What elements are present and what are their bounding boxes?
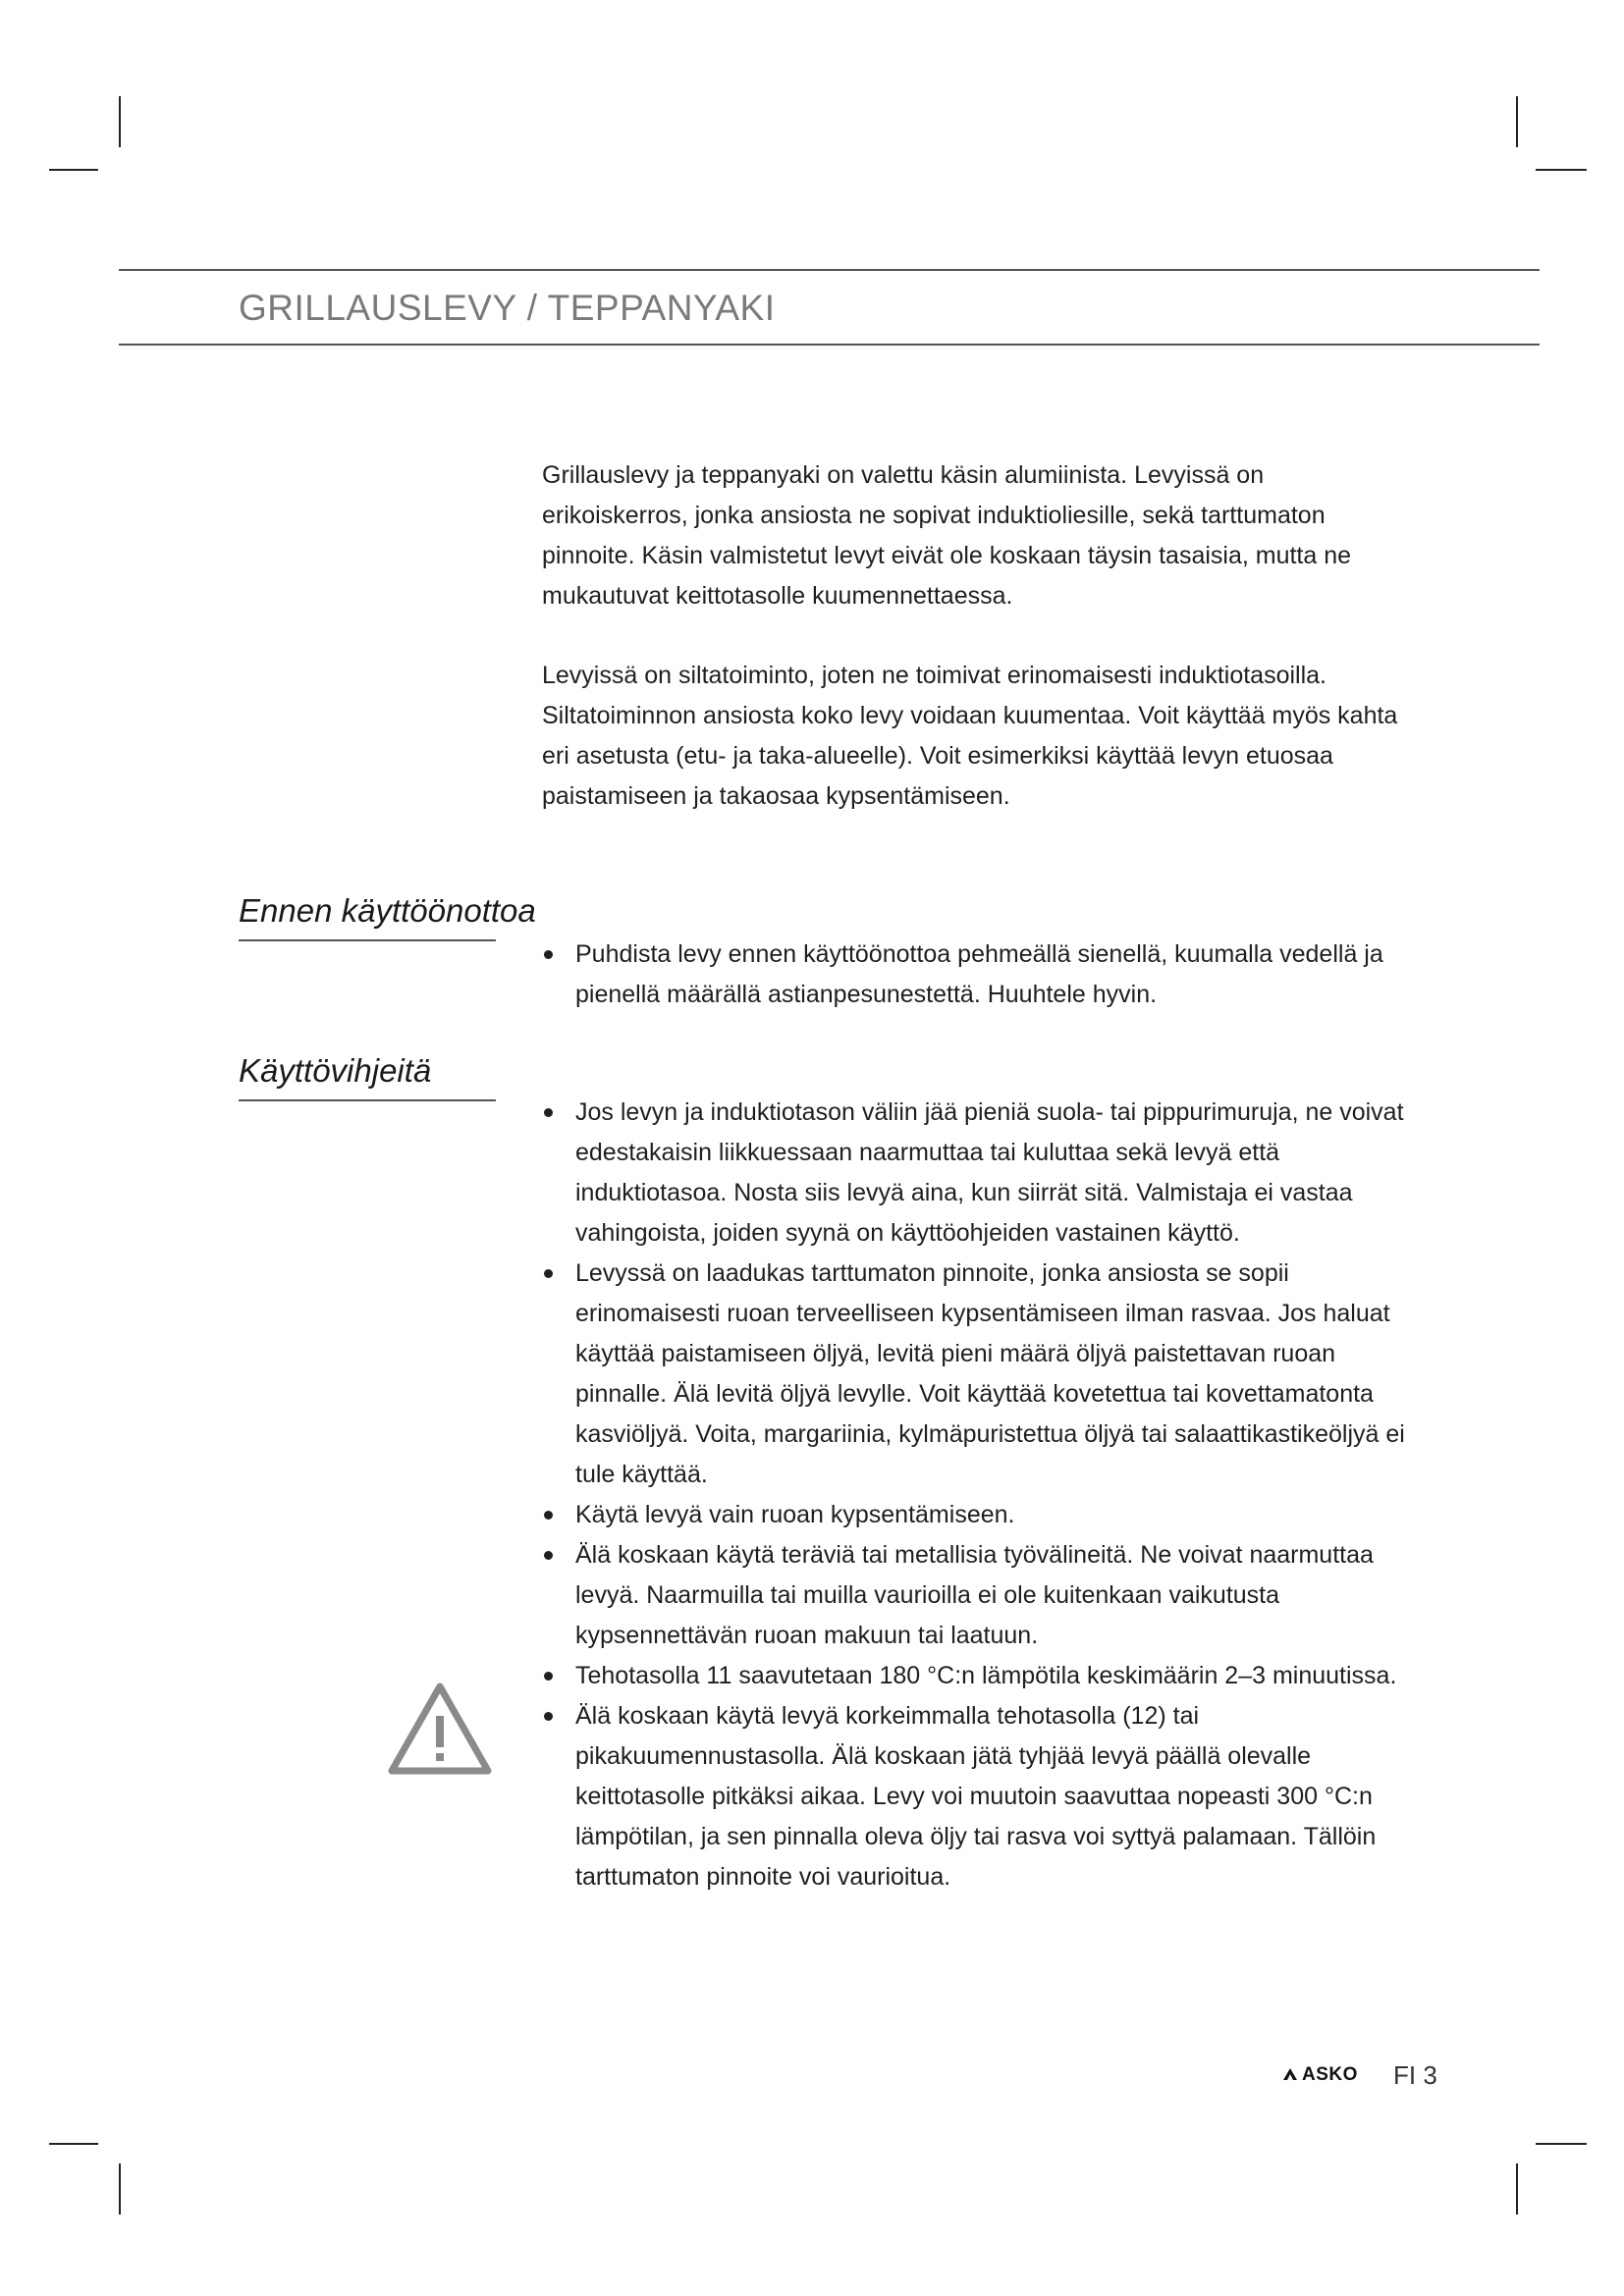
header-top-rule <box>119 269 1540 271</box>
crop-mark <box>1536 169 1587 171</box>
crop-mark <box>49 2143 98 2145</box>
brand-name: ASKO <box>1302 2064 1358 2085</box>
section-heading-before-use: Ennen käyttöönottoa <box>239 891 496 941</box>
warning-triangle-icon <box>386 1681 494 1777</box>
list-item: Tehotasolla 11 saavutetaan 180 °C:n lämpötila keskimäärin 2–3 minuutissa. <box>542 1656 1406 1696</box>
crop-mark <box>1516 96 1518 147</box>
crop-mark <box>49 169 98 171</box>
before-use-list <box>542 934 1406 1015</box>
asko-logo-icon <box>1281 2066 1299 2082</box>
page-number: FI 3 <box>1393 2060 1437 2090</box>
intro-paragraph-2: Levyissä on siltatoiminto, joten ne toimivat erinomaisesti induktiotasoilla. Siltatoiminnon ansiosta koko levy voidaan kuumentaa. Voit käyttää myös kahta eri asetusta (etu- ja taka-alueelle). Voit esimerkiksi käyttää levyn etuosaa paistamiseen ja takaosaa kypsentämiseen. <box>542 662 1398 810</box>
list-item: Älä koskaan käytä teräviä tai metallisia työvälineitä. Ne voivat naarmuttaa levyä. Naarmuilla tai muilla vaurioilla ei ole kuitenkaan vaikutusta kypsennettävän ruoan makuun tai laatuun. <box>542 1535 1406 1656</box>
crop-mark <box>119 96 121 147</box>
header-bottom-rule <box>119 344 1540 346</box>
crop-mark <box>1536 2143 1587 2145</box>
intro-paragraph-1: Grillauslevy ja teppanyaki on valettu käsin alumiinista. Levyissä on erikoiskerros, jonka ansiosta ne sopivat induktioliesille, sekä tarttumaton pinnoite. Käsin valmistetut levyt eivät ole koskaan täysin tasaisia, mutta ne mukautuvat keittotasolle kuumennettaessa. <box>542 461 1352 610</box>
crop-mark <box>119 2163 121 2215</box>
brand-logo <box>1281 2064 1358 2086</box>
tips-list <box>542 1093 1406 1897</box>
page-title: GRILLAUSLEVY / TEPPANYAKI <box>239 288 776 328</box>
list-item: Levyssä on laadukas tarttumaton pinnoite, jonka ansiosta se sopii erinomaisesti ruoan terveelliseen kypsentämiseen ilman rasvaa. Jos haluat käyttää paistamiseen öljyä, levitä pieni määrä öljyä paistettavan ruoan pinnalle. Älä levitä öljyä levylle. Voit käyttää kovetettua tai kovettamatonta kasviöljyä. Voita, margariinia, kylmäpuristettua öljyä tai salaattikastikeöljyä ei tule käyttää. <box>542 1254 1406 1495</box>
section-heading-tips: Käyttövihjeitä <box>239 1051 496 1101</box>
list-item: Jos levyn ja induktiotason väliin jää pieniä suola- tai pippurimuruja, ne voivat edestakaisin liikkuessaan naarmuttaa tai kuluttaa sekä levyä että induktiotasoa. Nosta siis levyä aina, kun siirrät sitä. Valmistaja ei vastaa vahingoista, joiden syynä on käyttöohjeiden vastainen käyttö. <box>542 1093 1406 1254</box>
crop-mark <box>1516 2163 1518 2215</box>
list-item: Käytä levyä vain ruoan kypsentämiseen. <box>542 1495 1406 1535</box>
list-item: Puhdista levy ennen käyttöönottoa pehmeällä sienellä, kuumalla vedellä ja pienellä määrällä astianpesunestettä. Huuhtele hyvin. <box>542 934 1406 1015</box>
list-item: Älä koskaan käytä levyä korkeimmalla tehotasolla (12) tai pikakuumennustasolla. Älä koskaan jätä tyhjää levyä päällä olevalle keittotasolle pitkäksi aikaa. Levy voi muutoin saavuttaa nopeasti 300 °C:n lämpötilan, ja sen pinnalla oleva öljy tai rasva voi syttyä palamaan. Tällöin tarttumaton pinnoite voi vaurioitua. <box>542 1696 1406 1897</box>
